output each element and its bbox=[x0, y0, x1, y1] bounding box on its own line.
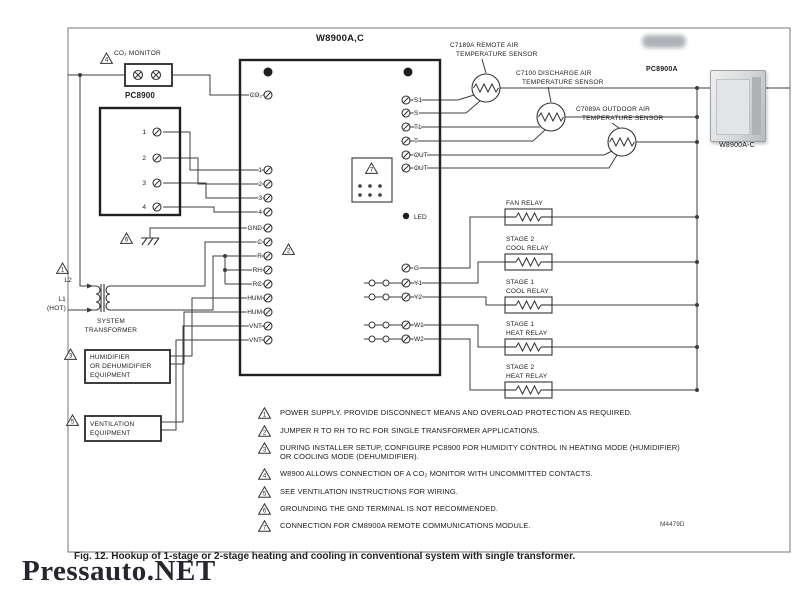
terminal-label: GND bbox=[247, 225, 262, 232]
sensor-label-remote-air bbox=[450, 42, 538, 59]
sensor-label-discharge-air bbox=[516, 70, 604, 87]
pc8900-title: PC8900 bbox=[124, 91, 156, 100]
note-text: JUMPER R TO RH TO RC FOR SINGLE TRANSFORMER APPLICATIONS. bbox=[280, 425, 540, 435]
svg-text:7: 7 bbox=[262, 524, 267, 531]
svg-text:6: 6 bbox=[124, 237, 129, 244]
board-right-terminals bbox=[402, 96, 410, 343]
note-row bbox=[258, 486, 736, 498]
board-left-terminals bbox=[264, 91, 272, 344]
left-terminal-labels bbox=[247, 92, 262, 344]
terminal-label: HUM bbox=[247, 295, 262, 302]
sensor-label-line: C7189A REMOTE AIR bbox=[450, 42, 519, 49]
relay-label-fan bbox=[506, 200, 543, 209]
mount-hole-icon bbox=[264, 68, 273, 77]
system-transformer-label bbox=[76, 318, 146, 335]
terminal-label: 3 bbox=[258, 195, 262, 202]
terminal-label: Y2 bbox=[414, 294, 422, 301]
equipment-label-line: VENTILATION bbox=[90, 421, 135, 428]
thermostat-photo-face bbox=[716, 79, 750, 135]
equipment-label-line: EQUIPMENT bbox=[90, 372, 131, 379]
transformer-symbol bbox=[87, 284, 110, 313]
pc8900-outline bbox=[100, 108, 180, 215]
svg-text:4: 4 bbox=[104, 57, 109, 64]
note-row bbox=[258, 425, 736, 437]
discharge-air-sensor-symbol bbox=[537, 103, 565, 131]
note-text: POWER SUPPLY. PROVIDE DISCONNECT MEANS AND OVERLOAD PROTECTION AS REQUIRED. bbox=[280, 408, 633, 417]
svg-text:7: 7 bbox=[369, 167, 374, 174]
svg-text:2: 2 bbox=[286, 248, 291, 255]
watermark: Pressauto.NET bbox=[22, 555, 216, 587]
callout-jumper bbox=[283, 244, 295, 255]
thermostat-photo-label: W8900A-C bbox=[719, 142, 755, 149]
note-text: DURING INSTALLER SETUP, CONFIGURE PC8900 FOR HUMIDITY CONTROL IN HEATING MODE (HUMIDIFIER) OR COOLING MODE (DEHUMIDIFIER). bbox=[280, 443, 680, 461]
scan-smudge bbox=[642, 35, 686, 48]
sensor-label-outdoor-air bbox=[576, 106, 664, 123]
callout-humidifier bbox=[65, 349, 77, 360]
svg-text:5: 5 bbox=[262, 490, 267, 497]
led-label: LED bbox=[414, 214, 427, 221]
relay-label-line: COOL RELAY bbox=[506, 287, 549, 295]
note-text: SEE VENTILATION INSTRUCTIONS FOR WIRING. bbox=[280, 486, 459, 496]
note-row bbox=[258, 407, 736, 419]
svg-text:1: 1 bbox=[60, 267, 65, 274]
callout-co2-monitor bbox=[101, 53, 113, 64]
note-row bbox=[258, 503, 736, 515]
svg-text:3: 3 bbox=[262, 447, 267, 454]
sensor-label-line: C7089A OUTDOOR AIR bbox=[576, 106, 651, 113]
outdoor-air-sensor-symbol bbox=[608, 128, 636, 156]
relay-label-stage2-cool bbox=[506, 236, 549, 253]
terminal-label: C bbox=[257, 239, 262, 246]
note-3-triangle-icon bbox=[258, 442, 271, 454]
note-6-triangle-icon bbox=[258, 503, 271, 515]
relay-label-stage2-heat bbox=[506, 364, 547, 381]
note-2-triangle-icon bbox=[258, 425, 271, 437]
callout-cm-connector bbox=[366, 163, 378, 174]
note-4-triangle-icon bbox=[258, 468, 271, 480]
svg-text:3: 3 bbox=[68, 353, 73, 360]
terminal-label: 4 bbox=[258, 209, 262, 216]
relay-label-line: COOL RELAY bbox=[506, 244, 549, 252]
transformer-label-line: TRANSFORMER bbox=[84, 326, 138, 334]
note-text: GROUNDING THE GND TERMINAL IS NOT RECOMMENDED. bbox=[280, 503, 499, 513]
relay-label-line: HEAT RELAY bbox=[506, 372, 548, 380]
terminal-label: 3 bbox=[142, 180, 146, 187]
note-row bbox=[258, 442, 736, 461]
note-7-triangle-icon bbox=[258, 520, 271, 532]
terminal-label: HUM bbox=[247, 309, 262, 316]
humidifier-equipment-label bbox=[90, 353, 152, 380]
svg-text:6: 6 bbox=[262, 507, 267, 514]
svg-text:4: 4 bbox=[262, 473, 267, 480]
pc8900a-label: PC8900A bbox=[646, 66, 678, 73]
terminal-label: CO₂ bbox=[249, 92, 262, 99]
sensor-label-line: TEMPERATURE SENSOR bbox=[456, 50, 538, 58]
terminal-label: 2 bbox=[142, 155, 146, 162]
relay-label-line: STAGE 1 bbox=[506, 321, 535, 328]
right-terminal-labels bbox=[414, 97, 428, 343]
thermostat-photo-band bbox=[752, 77, 761, 135]
terminal-label: VNT bbox=[249, 323, 262, 330]
svg-text:5: 5 bbox=[70, 419, 75, 426]
hot-text: (HOT) bbox=[46, 304, 66, 312]
terminal-label: S1 bbox=[414, 97, 422, 104]
note-5-triangle-icon bbox=[258, 486, 271, 498]
terminal-label: 1 bbox=[142, 129, 146, 136]
terminal-label: RH bbox=[252, 267, 262, 274]
relay-label-stage1-heat bbox=[506, 321, 547, 338]
ground-symbol-icon bbox=[141, 238, 159, 245]
terminal-label: OUT bbox=[414, 152, 428, 159]
terminal-label: 2 bbox=[258, 181, 262, 188]
relay-label-line: STAGE 2 bbox=[506, 364, 535, 371]
l1-label bbox=[36, 296, 66, 313]
pc8900-terminal-labels bbox=[142, 129, 146, 211]
mount-hole-icon bbox=[404, 68, 413, 77]
co2-monitor-symbol bbox=[125, 64, 172, 86]
note-row bbox=[258, 468, 736, 480]
figure-caption: Fig. 12. Hookup of 1-stage or 2-stage heating and cooling in conventional system with single transformer. bbox=[74, 551, 576, 562]
l2-label: L2 bbox=[64, 277, 72, 284]
svg-text:1: 1 bbox=[262, 412, 267, 419]
terminal-label: OUT bbox=[414, 165, 428, 172]
terminal-label: 4 bbox=[142, 204, 146, 211]
remote-air-sensor-symbol bbox=[472, 74, 500, 102]
pc8900-terminals bbox=[153, 128, 161, 211]
terminal-label: G bbox=[414, 265, 420, 272]
terminal-label: VNT bbox=[249, 337, 262, 344]
inline-connector-icons bbox=[369, 280, 389, 342]
svg-text:2: 2 bbox=[262, 429, 267, 436]
sensor-label-line: TEMPERATURE SENSOR bbox=[582, 114, 664, 122]
transformer-label-line: SYSTEM bbox=[97, 318, 125, 325]
terminal-label: S bbox=[414, 110, 419, 117]
equipment-label-line: EQUIPMENT bbox=[90, 430, 131, 437]
thermostat-photo bbox=[710, 70, 766, 142]
terminal-label: RC bbox=[252, 281, 262, 288]
relay-label-line: STAGE 1 bbox=[506, 279, 535, 286]
relay-label-line: STAGE 2 bbox=[506, 236, 535, 243]
sensor-label-line: TEMPERATURE SENSOR bbox=[522, 78, 604, 86]
callout-power-supply bbox=[57, 263, 69, 274]
sensor-label-line: C7100 DISCHARGE AIR bbox=[516, 70, 592, 77]
callout-ground bbox=[121, 233, 133, 244]
terminal-label: W2 bbox=[414, 336, 424, 343]
equipment-label-line: HUMIDIFIER bbox=[90, 354, 130, 361]
terminal-label: T bbox=[414, 138, 418, 145]
relay-label-line: FAN RELAY bbox=[506, 200, 544, 207]
terminal-label: R bbox=[257, 253, 262, 260]
terminal-label: T1 bbox=[414, 124, 422, 131]
note-text: W8900 ALLOWS CONNECTION OF A CO₂ MONITOR WITH UNCOMMITTED CONTACTS. bbox=[280, 469, 593, 478]
note-1-triangle-icon bbox=[258, 407, 271, 419]
terminal-label: Y1 bbox=[414, 280, 422, 287]
terminal-label: W1 bbox=[414, 322, 424, 329]
l1-text: L1 bbox=[58, 296, 66, 303]
board-title: W8900A,C bbox=[315, 33, 365, 44]
co2-monitor-label: CO₂ MONITOR bbox=[114, 50, 161, 57]
relay-label-line: HEAT RELAY bbox=[506, 329, 548, 337]
equipment-label-line: OR DEHUMIDIFIER bbox=[90, 363, 152, 370]
relay-label-stage1-cool bbox=[506, 279, 549, 296]
terminal-label: 1 bbox=[258, 167, 262, 174]
ventilation-equipment-label bbox=[90, 420, 134, 438]
note-text: CONNECTION FOR CM8900A REMOTE COMMUNICATIONS MODULE. bbox=[280, 520, 531, 530]
doc-code: M4479D bbox=[660, 521, 685, 528]
